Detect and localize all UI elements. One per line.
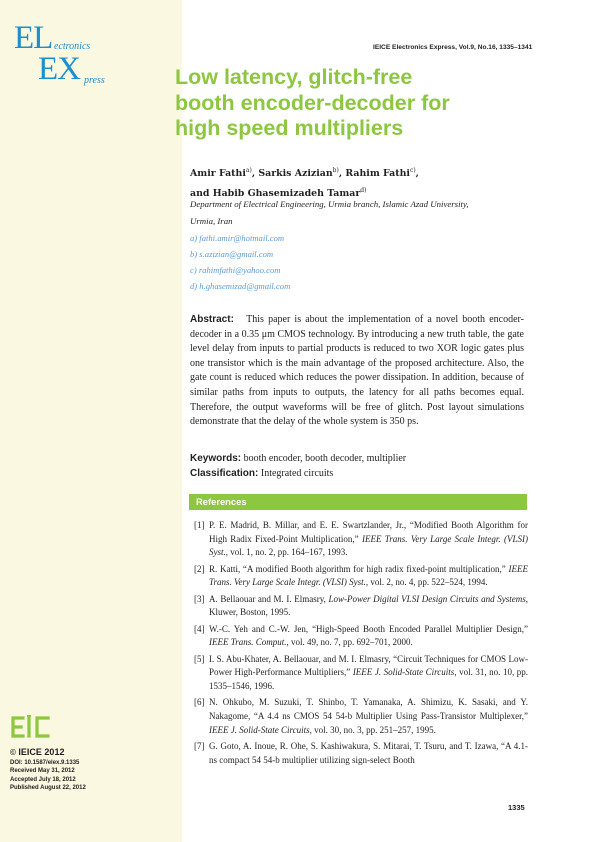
author-mark: a) bbox=[245, 167, 252, 174]
affiliation-line: Urmia, Iran bbox=[190, 216, 233, 226]
classification-text: Integrated circuits bbox=[260, 468, 334, 479]
author-name: Habib Ghasemizadeh Tamar bbox=[212, 188, 361, 199]
reference-number: [7] bbox=[194, 741, 205, 752]
reference-venue: IEEE Trans. Very Large Scale Integr. (VLSI) Syst. bbox=[209, 533, 528, 558]
copyright-line bbox=[10, 747, 64, 757]
page-number: 1335 bbox=[508, 803, 525, 812]
paper-title bbox=[175, 65, 555, 142]
copyright-icon: © bbox=[10, 748, 16, 757]
keywords-text: booth encoder, booth decoder, multiplier bbox=[243, 453, 407, 464]
reference-details: , vol. 49, no. 7, pp. 692–701, 2000. bbox=[286, 637, 413, 648]
reference-item bbox=[194, 519, 528, 560]
abstract bbox=[190, 313, 524, 430]
references-heading-bar bbox=[189, 494, 527, 510]
reference-number: [3] bbox=[194, 593, 205, 604]
reference-list bbox=[194, 519, 528, 770]
affiliation bbox=[190, 196, 550, 230]
reference-venue: IEEE Trans. Very Large Scale Integr. (VLSI) Syst. bbox=[209, 563, 528, 588]
reference-number: [5] bbox=[194, 653, 205, 664]
reference-item bbox=[194, 563, 528, 590]
email-link[interactable]: d) h.ghasemizad@gmail.com bbox=[190, 281, 291, 291]
abstract-text: This paper is about the implementation of a novel booth encoder-decoder in a 0.35 μm CMOS technology. By introducing a new truth table, the gate level delay from inputs to partial products is reduced to two XOR logic gates plus one transistor which is the main advantage of the proposed architecture. Also, the gate count is reduced which reduces the power dissipation. In addition, because of similar paths from inputs to outputs, the latency for all paths becomes equal. Therefore, the output waveforms will be free of glitch. Post layout simulations demonstrate that the delay of the whole system is 350 ps. bbox=[190, 314, 524, 428]
reference-text: R. Katti, “A modified Booth algorithm for high radix fixed-point multiplication,” bbox=[209, 563, 509, 574]
reference-text: N. Ohkubo, M. Suzuki, T. Shinbo, T. Yamanaka, A. Shimizu, K. Sasaki, and Y. Nakagome, “A 4.4 ns CMOS 54 54-b Multiplier Using Pass-Transistor Multiplexer,” bbox=[209, 697, 528, 722]
reference-venue: IEEE J. Solid-State Circuits bbox=[209, 724, 310, 735]
author-conjunction: and bbox=[190, 188, 213, 199]
title-line: high speed multipliers bbox=[175, 116, 404, 140]
author-mark: d) bbox=[360, 187, 367, 194]
reference-venue: Low-Power Digital VLSI Design Circuits and Systems bbox=[328, 593, 526, 604]
doi-text: DOI: 10.1587/elex.9.1335 bbox=[10, 760, 80, 766]
journal-header: IEICE Electronics Express, Vol.9, No.16, 1335–1341 bbox=[373, 44, 533, 51]
title-line: Low latency, glitch-free bbox=[175, 65, 413, 89]
reference-text: A. Bellaouar and M. I. Elmasry, bbox=[209, 593, 329, 604]
keywords-label: Keywords: bbox=[190, 453, 242, 464]
logo-press: press bbox=[84, 75, 105, 86]
author-line bbox=[190, 162, 550, 182]
logo-el: EL bbox=[14, 20, 53, 56]
reference-item bbox=[194, 696, 528, 737]
author-mark: c) bbox=[409, 167, 416, 174]
title-line: booth encoder-decoder for bbox=[175, 90, 450, 115]
author-separator: , bbox=[338, 168, 346, 179]
elex-logo bbox=[14, 18, 154, 98]
logo-ex: EX bbox=[38, 51, 80, 87]
reference-item bbox=[194, 653, 528, 694]
publication-meta bbox=[10, 759, 86, 793]
reference-text: W.-C. Yeh and C.-W. Jen, “High-Speed Booth Encoded Parallel Multiplier Design,” bbox=[209, 623, 528, 634]
email-list bbox=[190, 230, 290, 294]
author-separator: , bbox=[251, 168, 259, 179]
reference-item bbox=[194, 593, 528, 620]
reference-details: , vol. 1, no. 2, pp. 164–167, 1993. bbox=[225, 547, 348, 558]
reference-details: , Kluwer, Boston, 1995. bbox=[209, 593, 528, 618]
received-date: Received May 31, 2012 bbox=[10, 768, 75, 775]
affiliation-line: Department of Electrical Engineering, Urmia branch, Islamic Azad University, bbox=[190, 199, 469, 209]
author-separator: , bbox=[415, 168, 419, 179]
reference-number: [1] bbox=[194, 520, 205, 530]
author-name: Amir Fathi bbox=[190, 168, 246, 179]
reference-text: P. E. Madrid, B. Millar, and E. E. Swartzlander, Jr., “Modified Booth Algorithm for High Radix Fixed-Point Multiplication,” bbox=[209, 520, 528, 544]
classification-label: Classification: bbox=[190, 468, 259, 479]
reference-details: , vol. 31, no. 10, pp. 1535–1546, 1996. bbox=[209, 667, 528, 692]
reference-venue: IEEE Trans. Comput. bbox=[209, 637, 287, 648]
reference-text: G. Goto, A. Inoue, R. Ohe, S. Kashiwakura, S. Mitarai, T. Tsuru, and T. Izawa, “A 4.1-ns compact 54 54-b multiplier utilizing sign-select Booth bbox=[209, 741, 528, 765]
reference-details: , vol. 30, no. 3, pp. 251–257, 1995. bbox=[309, 724, 436, 735]
author-name: Rahim Fathi bbox=[345, 168, 410, 179]
keywords bbox=[190, 452, 530, 466]
copyright-text: IEICE 2012 bbox=[18, 747, 65, 757]
reference-item bbox=[194, 623, 528, 650]
references-heading: References bbox=[196, 496, 247, 507]
reference-number: [4] bbox=[194, 623, 205, 634]
reference-details: , vol. 2, no. 4, pp. 522–524, 1994. bbox=[365, 577, 488, 588]
reference-number: [6] bbox=[194, 697, 205, 708]
reference-number: [2] bbox=[194, 563, 205, 574]
author-mark: b) bbox=[332, 167, 339, 174]
author-name: Sarkis Azizian bbox=[258, 168, 333, 179]
published-date: Published August 22, 2012 bbox=[10, 785, 86, 792]
abstract-label: Abstract: bbox=[190, 314, 234, 325]
eic-logo-icon bbox=[10, 715, 54, 739]
reference-venue: IEEE J. Solid-State Circuits bbox=[352, 667, 455, 678]
email-link[interactable]: b) s.azizian@gmail.com bbox=[190, 249, 274, 259]
reference-item bbox=[194, 740, 528, 767]
reference-text: I. S. Abu-Khater, A. Bellaouar, and M. I. Elmasry, “Circuit Techniques for CMOS Low-Power High-Performance Multipliers,” bbox=[209, 653, 528, 678]
logo-lectronics: ectronics bbox=[54, 41, 91, 52]
email-link[interactable]: c) rahimfathi@yahoo.com bbox=[190, 265, 281, 275]
email-link[interactable]: a) fathi.amir@hotmail.com bbox=[190, 233, 285, 243]
classification bbox=[190, 467, 530, 481]
accepted-date: Accepted July 18, 2012 bbox=[10, 776, 76, 783]
